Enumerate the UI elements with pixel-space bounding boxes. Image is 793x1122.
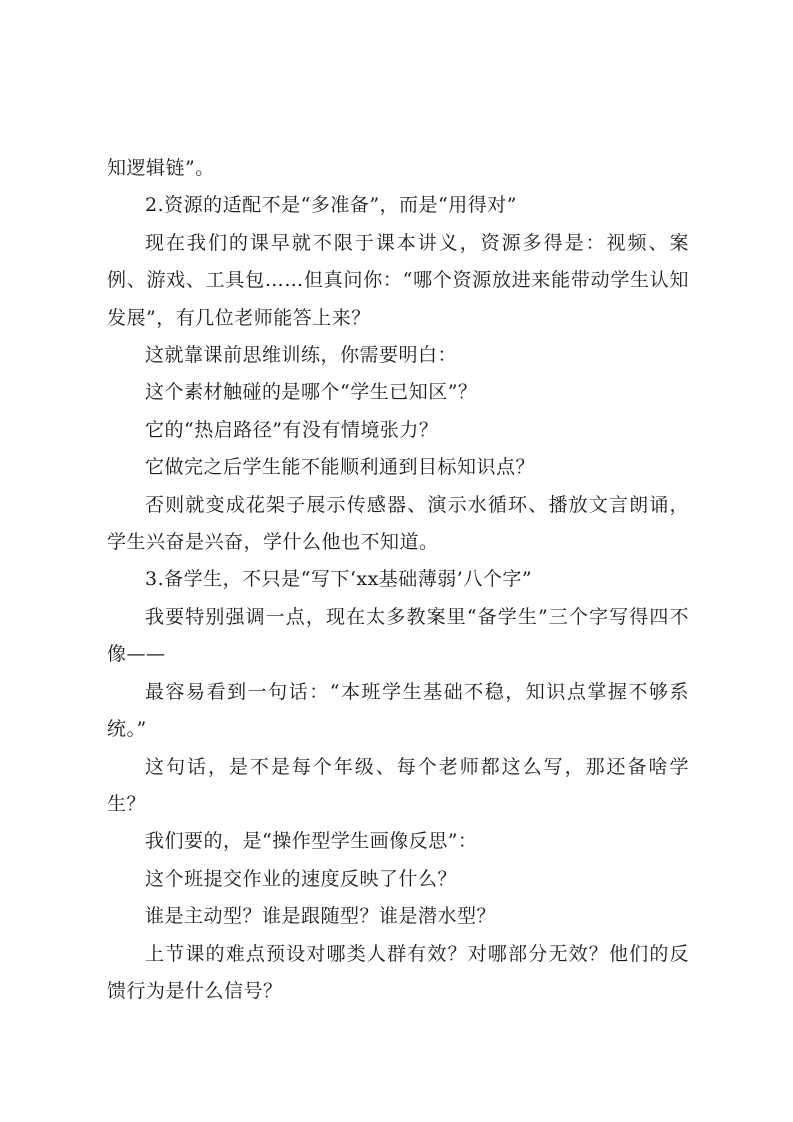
paragraph: 最容易看到一句话：“本班学生基础不稳，知识点掌握不够系统。”: [107, 680, 689, 741]
paragraph: 现在我们的课早就不限于课本讲义，资源多得是：视频、案例、游戏、工具包……但真问你：“哪个资源放进来能带动学生认知发展”，有几位老师能答上来？: [107, 231, 689, 329]
section-heading-2: 2.资源的适配不是“多准备”，而是“用得对”: [145, 194, 517, 217]
paragraph: 这个班提交作业的速度反映了什么？: [145, 867, 458, 890]
paragraph: 我们要的，是“操作型学生画像反思”：: [145, 830, 478, 853]
document-body: [107, 150, 689, 1010]
paragraph: 这句话，是不是每个年级、每个老师都这么写，那还备啥学生？: [107, 755, 689, 815]
paragraph: 它的“热启路径”有没有情境张力？: [145, 418, 439, 441]
paragraph: 它做完之后学生能不能顺利通到目标知识点？: [145, 456, 536, 479]
section-heading-3: 3.备学生，不只是“写下‘xx基础薄弱’八个字”: [145, 568, 533, 591]
paragraph: 谁是主动型？谁是跟随型？谁是潜水型？: [145, 905, 497, 928]
paragraph: 否则就变成花架子展示传感器、演示水循环、播放文言朗诵，学生兴奋是兴奋，学什么他也不知道。: [107, 493, 689, 554]
paragraph: 上节课的难点预设对哪类人群有效？对哪部分无效？他们的反馈行为是什么信号？: [107, 942, 689, 1002]
paragraph-continuation: 知逻辑链”。: [107, 157, 215, 179]
paragraph: 这就靠课前思维训练，你需要明白：: [145, 344, 458, 367]
paragraph: 这个素材触碰的是哪个“学生已知区”？: [145, 381, 478, 404]
paragraph: 我要特别强调一点，现在太多教案里“备学生”三个字写得四不像——: [107, 605, 689, 666]
